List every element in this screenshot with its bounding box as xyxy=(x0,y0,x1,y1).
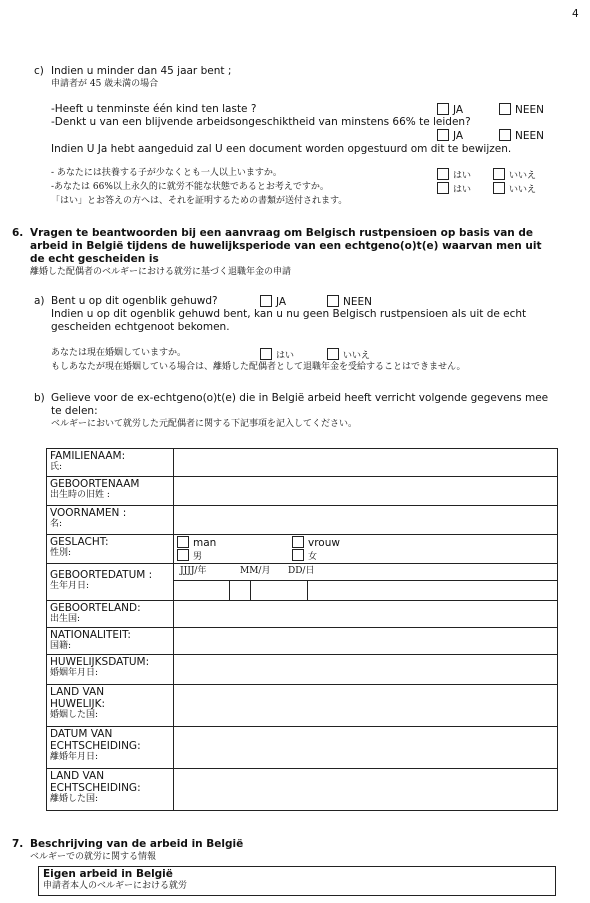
section-6-title-line1: Vragen te beantwoorden bij een aanvraag om Belgisch rustpensioen op basis van de xyxy=(30,227,534,239)
section-c-title-jp: 申請者が 45 歳未満の場合 xyxy=(51,79,159,89)
question-disability-jp: -あなたは 66%以上永久的に就労不能な状態であるとお考えですか。 xyxy=(51,182,329,192)
checkbox[interactable] xyxy=(437,129,449,141)
gender-vrouw-option-jp[interactable]: 女 xyxy=(292,549,317,563)
date-year-header: JJJJ/年 xyxy=(180,566,207,576)
question-child: -Heeft u tenminste één kind ten laste ? xyxy=(51,103,257,115)
gender-vrouw-option[interactable]: vrouw xyxy=(292,536,340,550)
geboortedatum-field xyxy=(174,564,558,601)
married-no-option-jp[interactable]: いいえ xyxy=(327,348,370,362)
married-question: Bent u op dit ogenblik gehuwd? xyxy=(51,295,218,307)
section-6-title-line2: arbeid in België tijdens de huwelijksperiode van een echtgeno(o)t(e) waarvan men uit xyxy=(30,240,542,252)
ex-spouse-instruction-line2: te delen: xyxy=(51,405,98,417)
geboortenaam-label-cell: GEBOORTENAAM 出生時の旧姓 : xyxy=(47,477,174,506)
section-7-number: 7. xyxy=(12,838,24,850)
checkbox[interactable] xyxy=(260,348,272,360)
own-work-title: Eigen arbeid in België xyxy=(43,868,173,880)
child-yes-option-jp[interactable]: はい xyxy=(437,168,471,182)
land-huwelijk-field[interactable] xyxy=(174,685,558,727)
section-6b-label: b) xyxy=(34,392,45,404)
married-info-jp: もしあなたが現在婚姻している場合は、離婚した配偶者として退職年金を受給することはできません。 xyxy=(51,362,466,372)
section-6-title-line3: de echt gescheiden is xyxy=(30,253,159,265)
married-yes-option-jp[interactable]: はい xyxy=(260,348,294,362)
child-yes-option[interactable]: JA xyxy=(437,103,463,117)
own-work-box xyxy=(38,866,556,896)
married-yes-option[interactable]: JA xyxy=(260,295,286,309)
disability-no-option[interactable]: NEEN xyxy=(499,129,544,143)
checkbox[interactable] xyxy=(292,549,304,561)
married-info-line2: Indien u op dit ogenblik gehuwd bent, kan u nu geen Belgisch rustpensioen als uit de echt xyxy=(51,308,527,320)
date-month-header: MM/月 xyxy=(240,566,271,576)
section-c-note: Indien U Ja hebt aangeduid zal U een document worden opgestuurd om dit te bewijzen. xyxy=(51,143,512,155)
datum-scheiding-field[interactable] xyxy=(174,727,558,769)
disability-yes-option-jp[interactable]: はい xyxy=(437,182,471,196)
section-6a-label: a) xyxy=(34,295,45,307)
married-no-option[interactable]: NEEN xyxy=(327,295,372,309)
section-7-title-jp: ベルギーでの就労に関する情報 xyxy=(30,852,157,862)
geslacht-field xyxy=(174,535,558,564)
nationaliteit-field[interactable] xyxy=(174,628,558,655)
checkbox[interactable] xyxy=(437,103,449,115)
checkbox[interactable] xyxy=(499,103,511,115)
question-child-jp: - あなたには扶養する子が少なくとも一人以上いますか。 xyxy=(51,168,282,178)
date-day-header: DD/日 xyxy=(288,566,315,576)
geboortenaam-field[interactable] xyxy=(174,477,558,506)
geboortedatum-label-cell: GEBOORTEDATUM : 生年月日: xyxy=(47,564,174,601)
disability-yes-option[interactable]: JA xyxy=(437,129,463,143)
married-question-jp: あなたは現在婚姻していますか。 xyxy=(51,348,187,358)
checkbox[interactable] xyxy=(292,536,304,548)
land-huwelijk-label-cell: LAND VAN HUWELIJK: 婚姻した国: xyxy=(47,685,174,727)
question-disability: -Denkt u van een blijvende arbeidsongeschiktheid van minstens 66% te leiden? xyxy=(51,116,471,128)
gender-man-option[interactable]: man xyxy=(177,536,216,550)
geboorteland-label-cell: GEBOORTELAND: 出生国: xyxy=(47,601,174,628)
voornamen-label-cell: VOORNAMEN : 名: xyxy=(47,506,174,535)
married-info-line3: gescheiden echtgenoot bekomen. xyxy=(51,321,230,333)
land-scheiding-field[interactable] xyxy=(174,769,558,811)
checkbox[interactable] xyxy=(260,295,272,307)
geslacht-label-cell: GESLACHT: 性別: xyxy=(47,535,174,564)
birth-day-input[interactable] xyxy=(308,581,557,600)
ex-spouse-instruction-jp: ベルギーにおいて就労した元配偶者に関する下記事項を記入してください。 xyxy=(51,419,358,429)
gender-man-option-jp[interactable]: 男 xyxy=(177,549,202,563)
section-7-title: Beschrijving van de arbeid in België xyxy=(30,838,244,850)
voornamen-field[interactable] xyxy=(174,506,558,535)
ex-spouse-form xyxy=(46,448,558,811)
birth-year-input[interactable] xyxy=(174,581,230,600)
checkbox[interactable] xyxy=(499,129,511,141)
child-no-option[interactable]: NEEN xyxy=(499,103,544,117)
section-6-number: 6. xyxy=(12,227,24,239)
geboorteland-field[interactable] xyxy=(174,601,558,628)
checkbox[interactable] xyxy=(437,168,449,180)
disability-no-option-jp[interactable]: いいえ xyxy=(493,182,536,196)
section-c-label: c) xyxy=(34,65,44,77)
birth-month-input-1[interactable] xyxy=(230,581,251,600)
checkbox[interactable] xyxy=(493,182,505,194)
huwelijksdatum-field[interactable] xyxy=(174,655,558,685)
section-c-note-jp: 「はい」とお答えの方へは、それを証明するための書類が送付されます。 xyxy=(51,196,348,206)
checkbox[interactable] xyxy=(177,536,189,548)
checkbox[interactable] xyxy=(177,549,189,561)
ex-spouse-instruction-line1: Gelieve voor de ex-echtgeno(o)t(e) die in België arbeid heeft verricht volgende gegevens mee xyxy=(51,392,549,404)
familienaam-field[interactable] xyxy=(174,449,558,477)
page-number: 4 xyxy=(572,8,579,20)
huwelijksdatum-label-cell: HUWELIJKSDATUM: 婚姻年月日: xyxy=(47,655,174,685)
familienaam-label-cell: FAMILIENAAM: 氏: xyxy=(47,449,174,477)
section-6-title-jp: 離婚した配偶者のベルギーにおける就労に基づく退職年金の申請 xyxy=(30,267,292,277)
checkbox[interactable] xyxy=(327,295,339,307)
checkbox[interactable] xyxy=(327,348,339,360)
section-c-title: Indien u minder dan 45 jaar bent ; xyxy=(51,65,232,77)
child-no-option-jp[interactable]: いいえ xyxy=(493,168,536,182)
checkbox[interactable] xyxy=(493,168,505,180)
birth-month-input-2[interactable] xyxy=(251,581,308,600)
nationaliteit-label-cell: NATIONALITEIT: 国籍: xyxy=(47,628,174,655)
land-scheiding-label-cell: LAND VAN ECHTSCHEIDING: 離婚した国: xyxy=(47,769,174,811)
datum-scheiding-label-cell: DATUM VAN ECHTSCHEIDING: 離婚年月日: xyxy=(47,727,174,769)
own-work-title-jp: 申請者本人のベルギーにおける就労 xyxy=(43,881,188,891)
checkbox[interactable] xyxy=(437,182,449,194)
